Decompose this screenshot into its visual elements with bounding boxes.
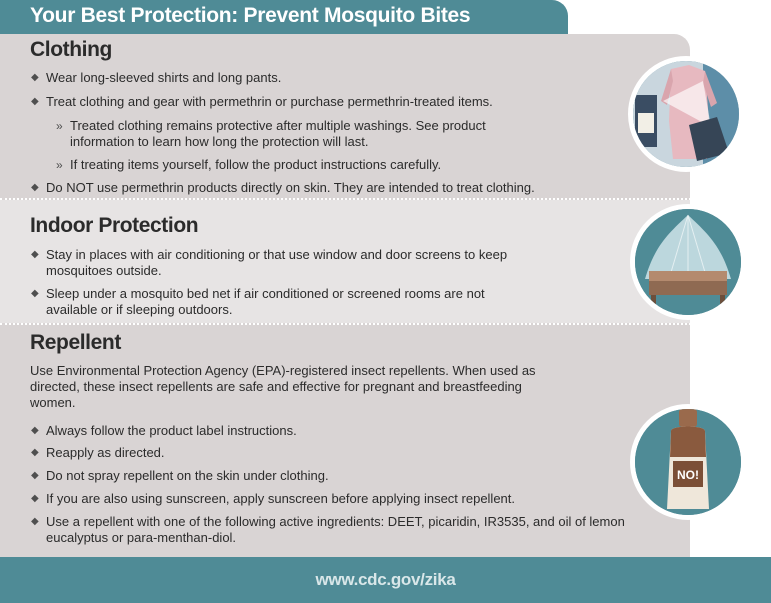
repellent-intro: Use Environmental Protection Agency (EPA)-registered insect repellents. When used as directed, these insect repellents are safe and effective for pregnant and breastfeeding women. (30, 363, 536, 410)
bullet-icon: ◆ (31, 516, 39, 527)
bullet-icon: ◆ (31, 249, 39, 260)
clothing-section (0, 34, 690, 198)
sub-list-item: » If treating items yourself, follow the product instructions carefully. (56, 157, 442, 172)
bullet-icon: ◆ (31, 470, 39, 481)
bottle-label: NO! (677, 468, 699, 482)
list-item: ◆ Stay in places with air conditioning or that use window and door screens to keep mosquitoes outside. (31, 247, 508, 278)
clothing-spray-icon (628, 56, 744, 172)
clothing-spray-illustration (633, 61, 739, 167)
list-item: ◆ Use a repellent with one of the following active ingredients: DEET, picaridin, IR3535, and oil of lemon eucalyptus or para-menthan-diol. (31, 514, 625, 545)
bed-net-illustration (635, 209, 741, 315)
sub-list-item: » Treated clothing remains protective after multiple washings. See product information to learn how long the protection will last. (56, 118, 486, 149)
footer-url: www.cdc.gov/zika (315, 570, 456, 589)
bullet-icon: ◆ (31, 182, 39, 193)
repellent-bottle-illustration (635, 409, 741, 515)
bullet-icon: ◆ (31, 72, 39, 83)
title-banner (0, 0, 568, 34)
list-item: ◆ Wear long-sleeved shirts and long pants. (31, 70, 282, 85)
bed-net-icon (630, 204, 746, 320)
repellent-section (0, 325, 690, 557)
bullet-icon: ◆ (31, 288, 39, 299)
list-item: ◆ Sleep under a mosquito bed net if air conditioned or screened rooms are not available or if sleeping outdoors. (31, 286, 485, 317)
list-item: ◆ Treat clothing and gear with permethrin or purchase permethrin-treated items. (31, 94, 493, 109)
list-item: ◆ Do NOT use permethrin products directly on skin. They are intended to treat clothing. (31, 180, 535, 195)
clothing-heading: Clothing (30, 38, 112, 61)
repellent-bottle-icon (630, 404, 746, 520)
page-title: Your Best Protection: Prevent Mosquito Bites (30, 4, 471, 27)
list-item: ◆ Do not spray repellent on the skin under clothing. (31, 468, 329, 483)
sub-bullet-icon: » (56, 119, 63, 133)
footer-bar (0, 557, 771, 603)
bullet-icon: ◆ (31, 493, 39, 504)
list-item: ◆ Always follow the product label instructions. (31, 423, 297, 438)
bullet-icon: ◆ (31, 447, 39, 458)
repellent-heading: Repellent (30, 331, 121, 354)
bullet-icon: ◆ (31, 425, 39, 436)
sub-bullet-icon: » (56, 158, 63, 172)
indoor-heading: Indoor Protection (30, 214, 199, 237)
list-item: ◆ Reapply as directed. (31, 445, 165, 460)
bullet-icon: ◆ (31, 96, 39, 107)
indoor-section (0, 200, 690, 323)
list-item: ◆ If you are also using sunscreen, apply sunscreen before applying insect repellent. (31, 491, 516, 506)
